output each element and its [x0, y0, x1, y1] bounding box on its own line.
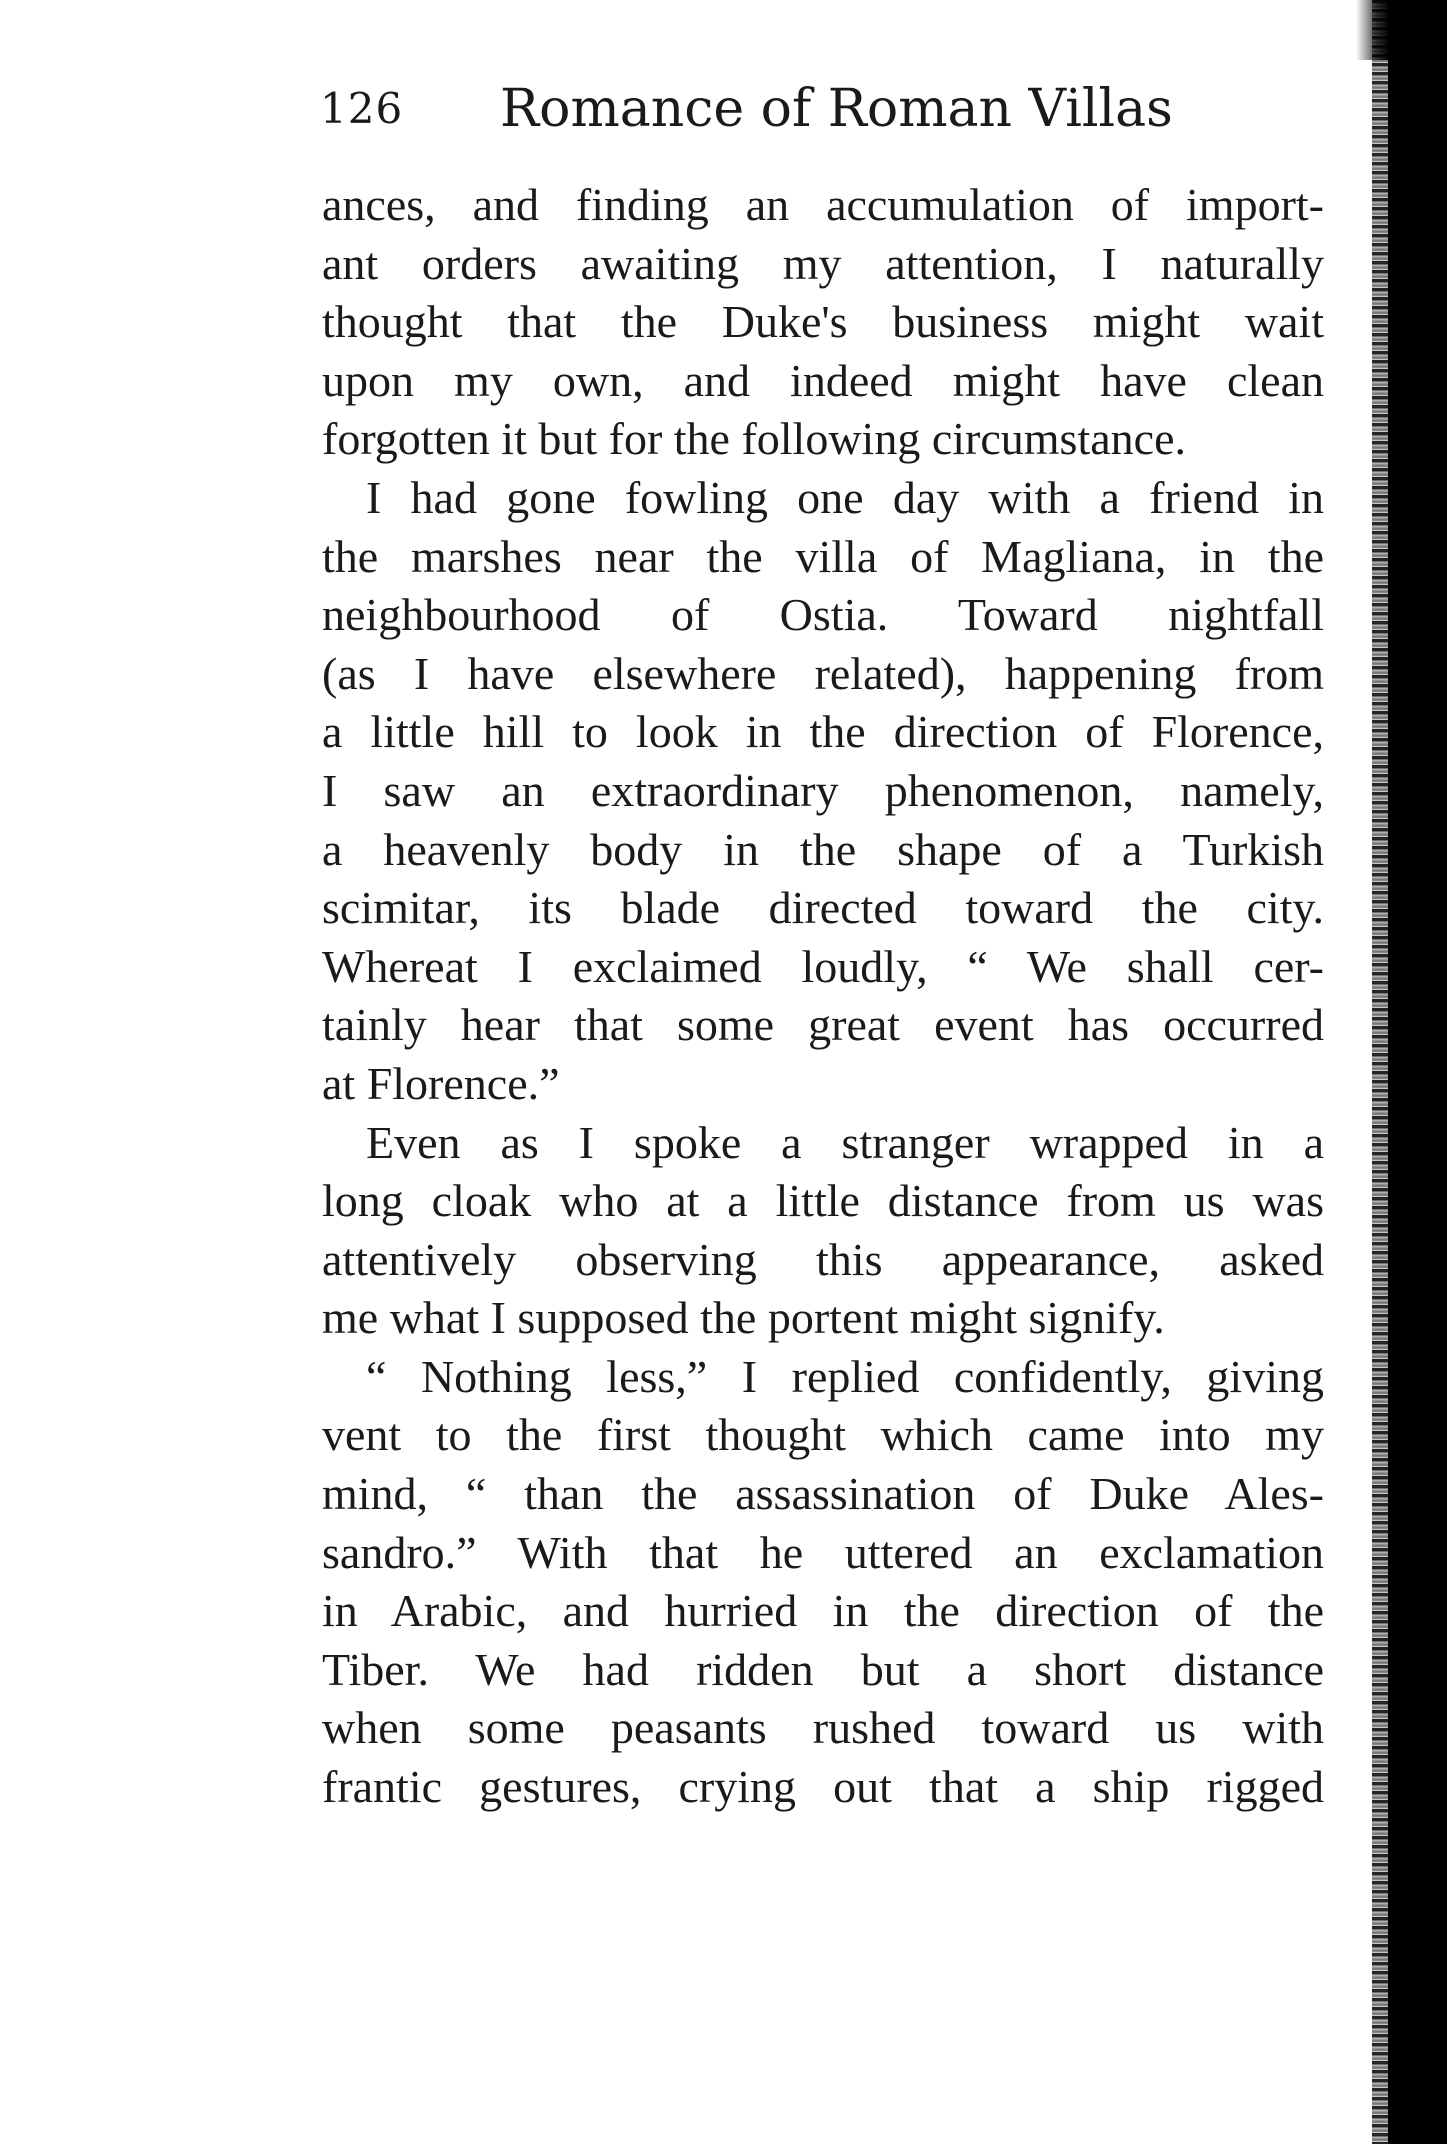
text-line: ant orders awaiting my attention, I naturally	[322, 237, 1324, 289]
text-line: frantic gestures, crying out that a ship rigged	[322, 1761, 1324, 1813]
paragraph	[322, 1348, 1324, 1817]
text-line: I had gone fowling one day with a friend in	[366, 471, 1324, 523]
text-line: the marshes near the villa of Magliana, in the	[322, 530, 1324, 582]
text-line: a heavenly body in the shape of a Turkish	[322, 823, 1324, 875]
text-line: ances, and finding an accumulation of import-	[322, 179, 1324, 230]
page-header	[320, 64, 1320, 154]
text-line: upon my own, and indeed might have clean	[322, 354, 1324, 406]
text-line: long cloak who at a little distance from us was	[322, 1175, 1324, 1227]
text-line: a little hill to look in the direction of Florence,	[322, 706, 1324, 758]
text-line: thought that the Duke's business might wait	[322, 296, 1324, 348]
text-line: Whereat I exclaimed loudly, “ We shall cer-	[322, 940, 1324, 992]
text-line: mind, “ than the assassination of Duke Ales-	[322, 1468, 1324, 1520]
text-line: in Arabic, and hurried in the direction of the	[322, 1585, 1324, 1637]
text-line: neighbourhood of Ostia. Toward nightfall	[322, 589, 1324, 641]
text-line: “ Nothing less,” I replied confidently, giving	[366, 1350, 1324, 1402]
text-line: (as I have elsewhere related), happening from	[322, 647, 1324, 699]
text-line: sandro.” With that he uttered an exclamation	[322, 1526, 1324, 1578]
paragraph	[322, 1114, 1324, 1348]
paragraph	[322, 469, 1324, 1114]
paragraph	[322, 176, 1324, 469]
text-line: attentively observing this appearance, asked	[322, 1233, 1324, 1285]
text-line: when some peasants rushed toward us with	[322, 1702, 1324, 1754]
page-number: 126	[320, 84, 404, 133]
text-line: scimitar, its blade directed toward the city.	[322, 882, 1324, 934]
running-title: Romance of Roman Villas	[500, 79, 1173, 139]
text-line: tainly hear that some great event has occurred	[322, 999, 1324, 1051]
text-line: Tiber. We had ridden but a short distance	[322, 1643, 1324, 1695]
text-line: me what I supposed the portent might signify.	[322, 1292, 1165, 1344]
text-line: at Florence.”	[322, 1057, 560, 1109]
text-line: Even as I spoke a stranger wrapped in a	[366, 1116, 1324, 1168]
text-line: forgotten it but for the following circumstance.	[322, 413, 1186, 465]
text-line: vent to the first thought which came into my	[322, 1409, 1324, 1461]
binding-edge	[1388, 0, 1447, 2144]
body-text	[322, 176, 1324, 1817]
text-line: I saw an extraordinary phenomenon, namely,	[322, 764, 1324, 816]
